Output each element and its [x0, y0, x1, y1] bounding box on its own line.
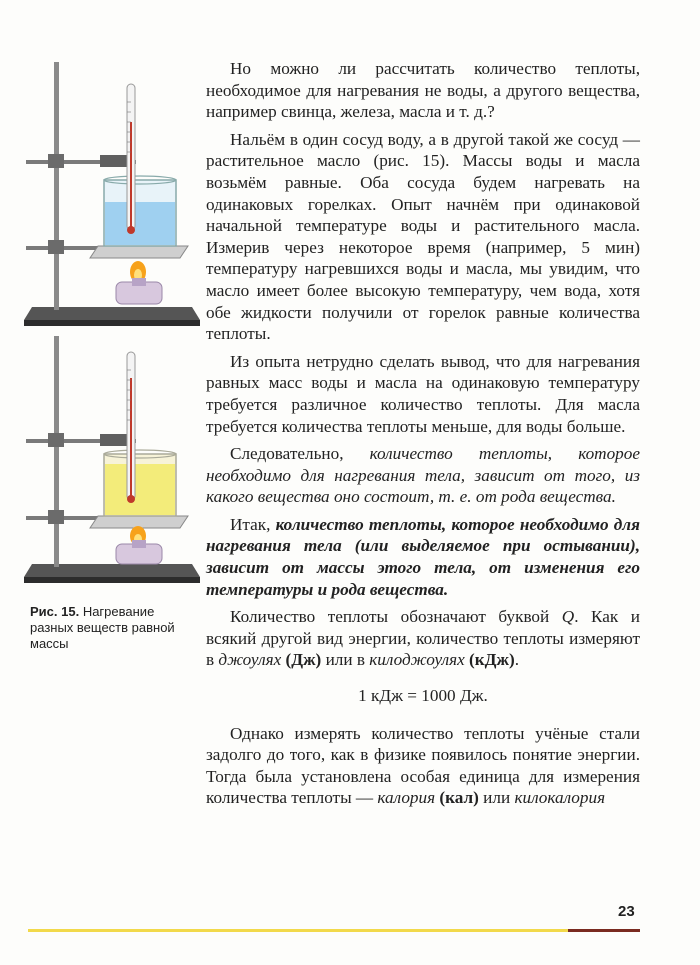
paragraph-4-lead: Следовательно,: [230, 444, 370, 464]
term-kilocalorie: килокалория: [514, 788, 606, 808]
p6-a: Количество теплоты обозначают буквой: [230, 607, 562, 627]
paragraph-5-lead: Итак,: [230, 514, 276, 534]
page-number: 23: [618, 903, 635, 920]
paragraph-4: [206, 443, 640, 508]
paragraph-5-rule: количество теплоты, которое необходимо для нагревания тела (или выделяемое при остывании), зависит от массы этого тела, от изменения его температуры и рода вещества.: [206, 514, 640, 599]
paragraph-5: [206, 514, 640, 600]
footer-rule: [28, 929, 640, 932]
oil-heating-illustration: [20, 336, 200, 596]
p6-h: .: [514, 650, 519, 670]
main-text-column: [206, 58, 640, 809]
paragraph-3: Из опыта нетрудно сделать вывод, что для нагревания равных масс воды и масла на одинаковую температуру требуется различное количество теплоты. Для масла требуется количества теплоты меньше, для воды больше.: [206, 351, 640, 436]
figure-water-setup: [20, 62, 200, 332]
figure-label: Рис. 15.: [30, 604, 80, 619]
term-kilojoules: килоджоулях: [369, 650, 465, 670]
paragraph-4-italic: количество теплоты, которое необходимо для нагревания тела, зависит от того, из какого вещества оно состоит, т. е. от рода вещества.: [206, 444, 640, 507]
term-joules: джоулях: [218, 650, 282, 670]
water-liquid: [105, 202, 175, 245]
p6-e: или в: [321, 650, 370, 670]
stand-base: [24, 564, 200, 577]
figure-caption: [30, 604, 200, 652]
unit-cal: (кал): [435, 788, 479, 808]
p6-b: . Как и всякий другой вид энергии, количество теплоты измеряют в: [206, 607, 640, 670]
symbol-q: Q: [561, 607, 575, 627]
unit-kj: (кДж): [464, 650, 515, 670]
paragraph-1: Но можно ли рассчитать количество теплоты, необходимое для нагревания не воды, а другого вещества, например свинца, железа, масла и т. д.?: [206, 59, 640, 122]
figure-caption-text: Нагревание разных веществ равной массы: [30, 604, 175, 651]
paragraph-7: [206, 723, 640, 809]
paragraph-6: [206, 606, 640, 671]
p7-d: или: [478, 788, 515, 808]
formula-kj: 1 кДж = 1000 Дж.: [358, 686, 488, 706]
oil-liquid: [105, 464, 175, 515]
p7-a: Однако измерять количество теплоты учёные стали задолго до того, как в физике появилось понятие энергии. Тогда была установлена особая единица для измерения количества теплоты —: [206, 723, 640, 808]
term-calorie: калория: [377, 788, 436, 808]
unit-j: (Дж): [281, 650, 322, 670]
figure-oil-setup: [20, 336, 200, 596]
paragraph-2: Нальём в один сосуд воду, а в другой такой же сосуд — растительное масло (рис. 15). Массы воды и масла возьмём равные. Оба сосуда будем нагревать на одинаковых горелках. Опыт начнём при одинаковой начальной температуре воды и растительного масла. Измерив через некоторое время (например, 5 мин) температуру нагревшихся воды и масла, мы увидим, что масло имеет более высокую температуру, чем вода, хотя обе жидкости получили от горелок равные количества теплоты.: [206, 129, 640, 344]
stand-rod: [54, 62, 59, 310]
stand-base: [24, 307, 200, 320]
stand-rod: [54, 336, 59, 567]
water-heating-illustration: [20, 62, 200, 332]
